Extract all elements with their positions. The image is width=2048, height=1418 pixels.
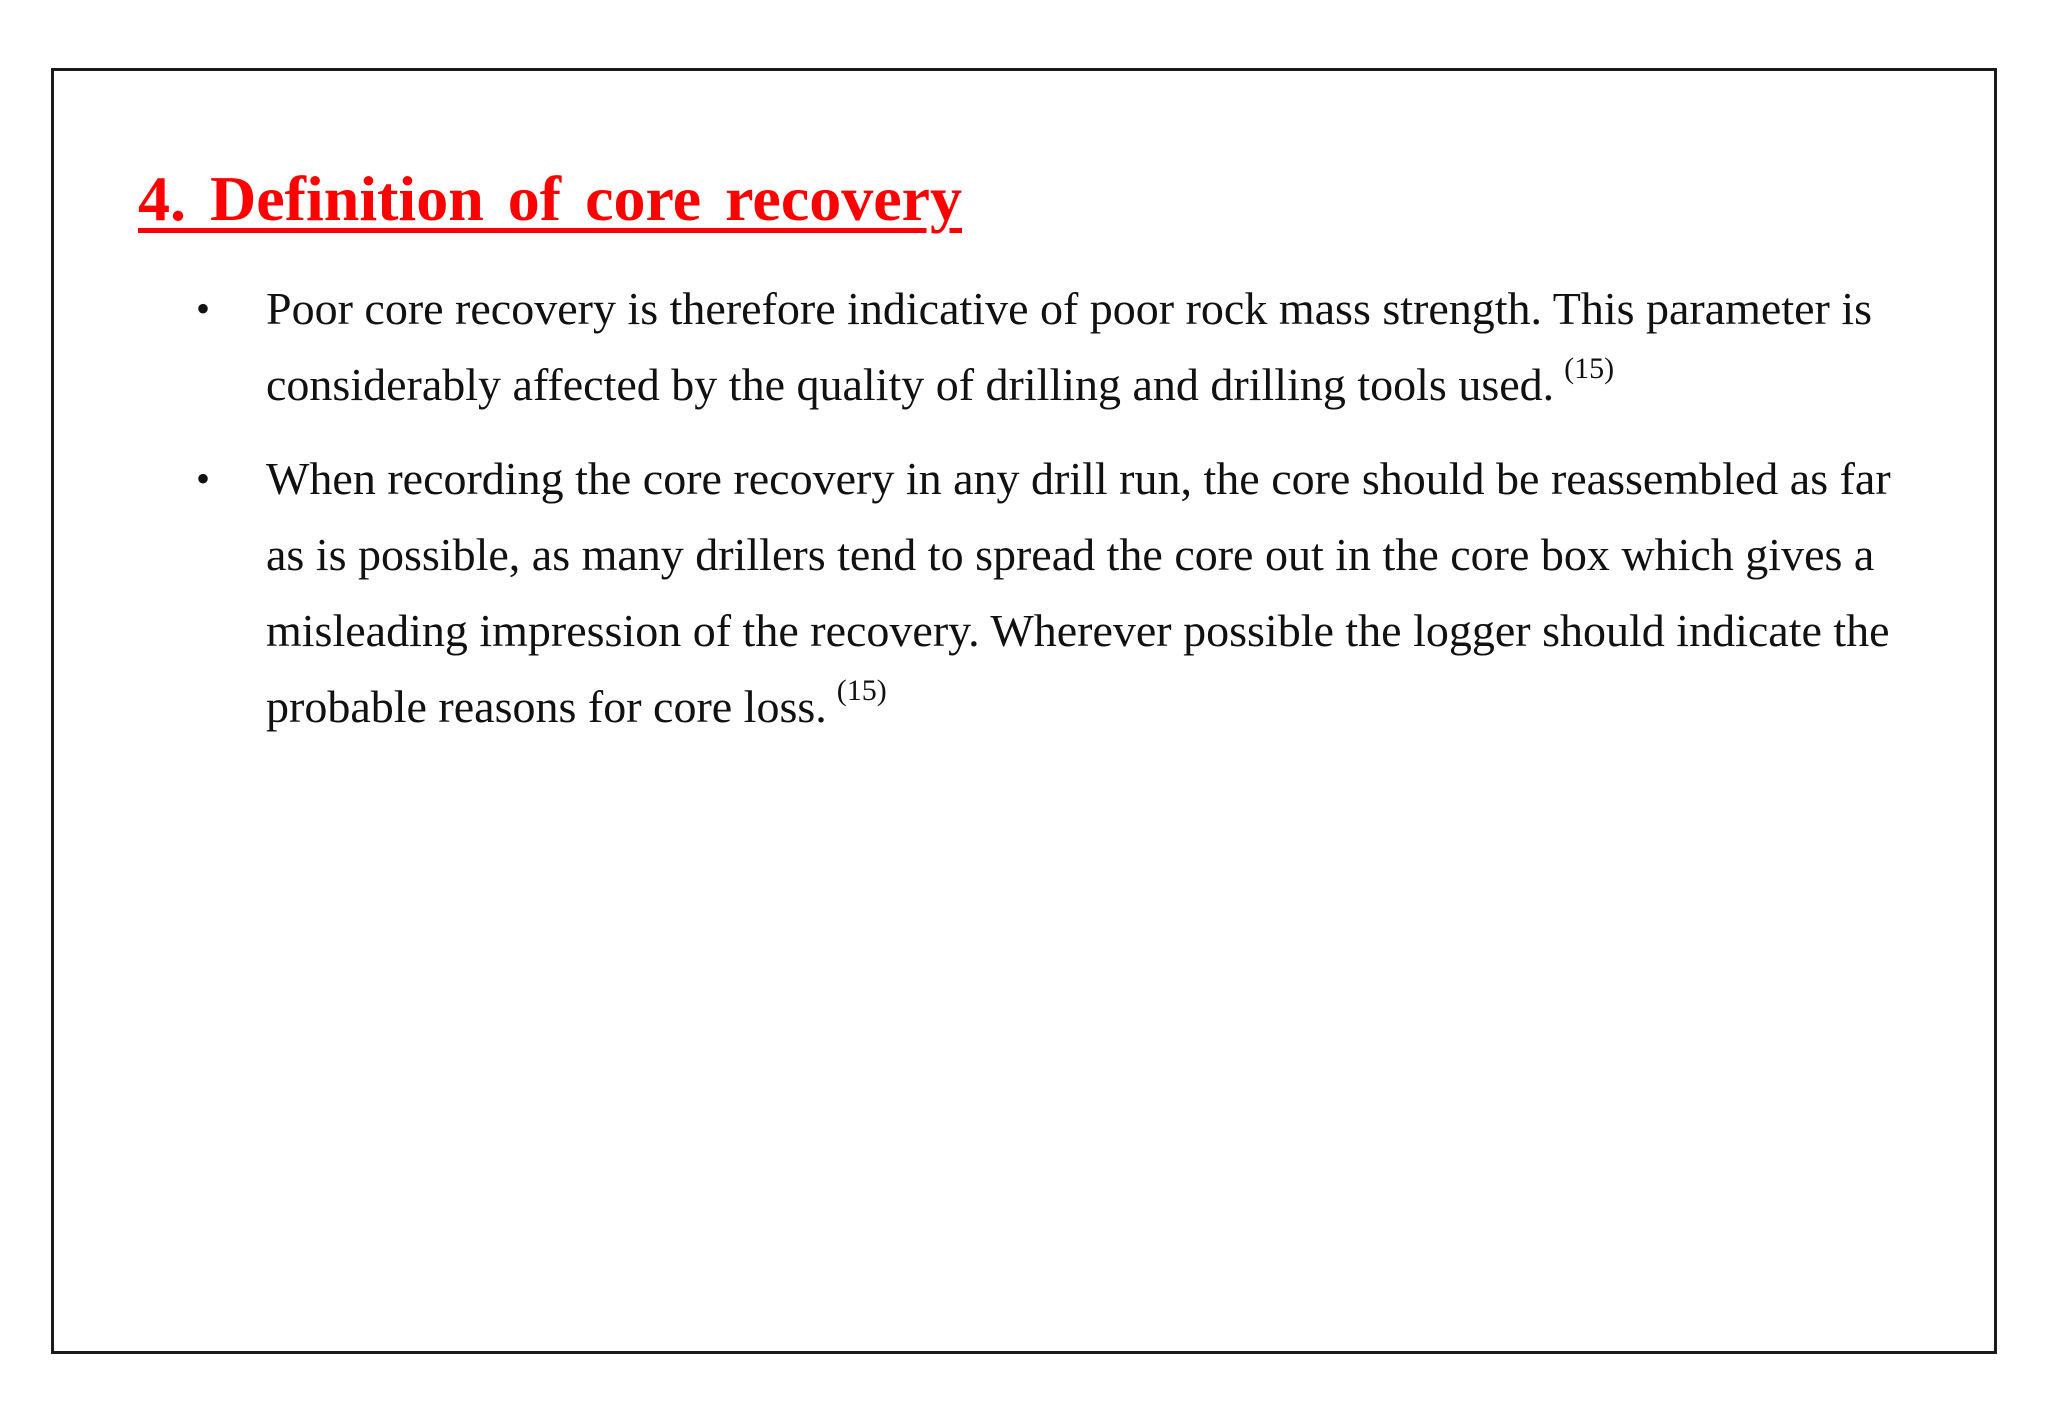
bullet-marker-icon: • (196, 286, 211, 331)
bullet-marker-icon: • (196, 456, 211, 501)
slide-title-text: 4. Definition of core recovery (138, 163, 963, 234)
citation-reference-2: (15) (836, 674, 887, 707)
bullet-text-1: Poor core recovery is therefore indicative of poor rock mass strength. This parameter is considerably affected by the quality of drilling and drilling tools used. (266, 283, 1873, 410)
slide-frame (51, 68, 1997, 1354)
citation-reference-1: (15) (1564, 352, 1615, 385)
bullet-text-2: When recording the core recovery in any drill run, the core should be reassembled as far as is possible, as many drillers tend to spread the core out in the core box which gives a misleading impression of the recovery. Wherever possible the logger should indicate the probable reasons for core loss. (266, 453, 1891, 732)
slide-title (138, 157, 962, 241)
bullet-item-1 (138, 271, 1938, 423)
bullet-item-2 (138, 441, 1938, 745)
bullet-list (138, 271, 1938, 763)
